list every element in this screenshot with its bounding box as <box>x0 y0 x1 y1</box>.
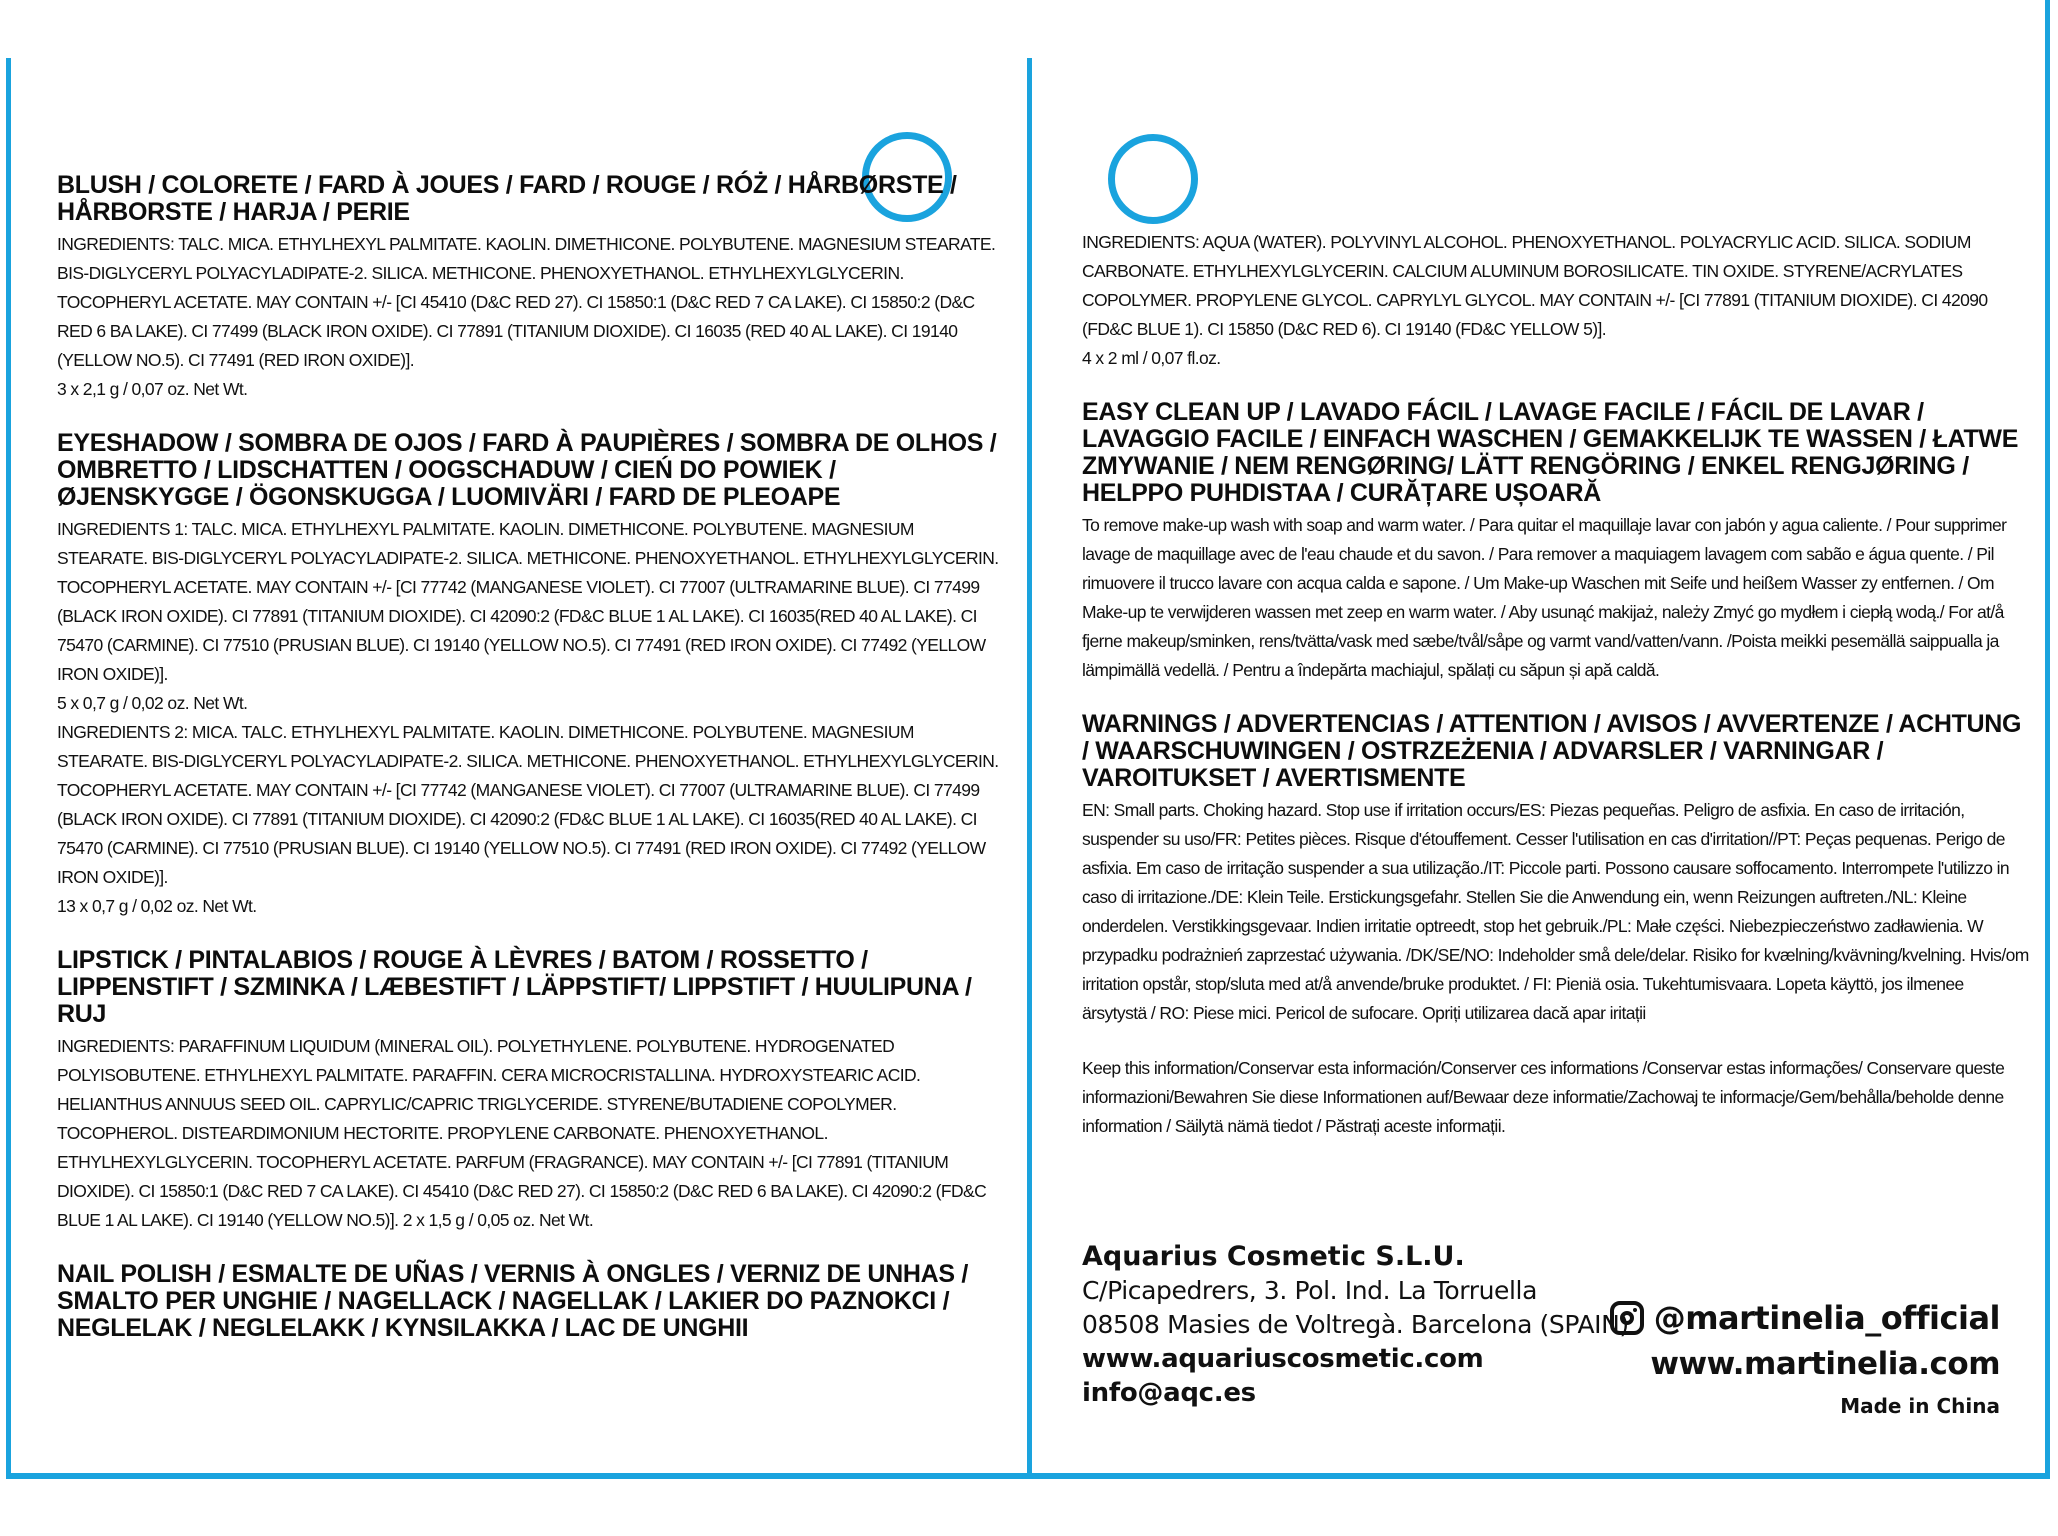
right-border <box>2045 0 2050 1478</box>
warnings-text: EN: Small parts. Choking hazard. Stop use if irritation occurs/ES: Piezas pequeñas. Peligro de asfixia. En caso de irritación, suspender su uso/FR: Petites pièces. Risque d'étouffement. Cesser l'utilisation en cas d'irritation//PT: Peças pequenas. Perigo de asfixia. Em caso de irritação suspender a sua utilização./IT: Piccole parti. Possono causare soffocamento. Interrompete l'utilizzo in caso di irritazione./DE: Klein Teile. Erstickungsgefahr. Stellen Sie die Anwendung ein, wenn Reizungen auftreten./NL: Kleine onderdelen. Verstikkingsgevaar. Indien irritatie optreedt, stop het gebruik./PL: Małe części. Niebezpieczeństwo zadławienia. W przypadku podrażnień zaprzestać używania. /DK/SE/NO: Indeholder små dele/delar. Risiko for kvælning/kvävning/kvelning. Hvis/om irritation opstår, stop/sluta med at/å anvende/bruke produktet. / FI: Pieniä osia. Tukehtumisvaara. Lopeta käyttö, jos ilmenee ärsytystä / RO: Piese mici. Pericol de sufocare. Opriți utilizarea dacă apar iritații <box>1082 800 2029 1023</box>
company-address-1: C/Picapedrers, 3. Pol. Ind. La Torruella <box>1082 1276 1538 1305</box>
blush-section <box>57 172 1007 404</box>
center-divider <box>1027 58 1032 1478</box>
instagram-icon <box>1610 1301 1644 1335</box>
company-email-link[interactable]: info@aqc.es <box>1082 1378 1256 1408</box>
eyeshadow-title: EYESHADOW / SOMBRA DE OJOS / FARD À PAUPIÈRES / SOMBRA DE OLHOS / OMBRETTO / LIDSCHATTEN / OOGSCHADUW / CIEŃ DO POWIEK / ØJENSKYGGE / ÖGONSKUGGA / LUOMIVÄRI / FARD DE PLEOAPE <box>57 429 997 511</box>
lipstick-section <box>57 947 1007 1235</box>
eyeshadow-net-weight-2: 13 x 0,7 g / 0,02 oz. Net Wt. <box>57 896 257 916</box>
brand-block <box>1610 1296 2000 1424</box>
right-panel <box>1082 228 2032 1167</box>
instagram-handle[interactable]: @martinelia_official <box>1653 1299 2000 1337</box>
company-name: Aquarius Cosmetic S.L.U. <box>1082 1241 1465 1272</box>
company-block <box>1082 1240 1642 1410</box>
blush-net-weight: 3 x 2,1 g / 0,07 oz. Net Wt. <box>57 379 248 399</box>
nailpolish-title: NAIL POLISH / ESMALTE DE UÑAS / VERNIS À ONGLES / VERNIZ DE UNHAS / SMALTO PER UNGHIE / NAGELLACK / NAGELLAK / LAKIER DO PAZNOKCI / NEGLELAK / NEGLELAKK / KYNSILAKKA / LAC DE UNGHII <box>57 1260 969 1342</box>
easy-clean-section <box>1082 399 2032 685</box>
keep-info-section <box>1082 1054 2032 1141</box>
made-in-label: Made in China <box>1840 1394 2000 1418</box>
eyeshadow-ingredients-2: INGREDIENTS 2: MICA. TALC. ETHYLHEXYL PALMITATE. KAOLIN. DIMETHICONE. POLYBUTENE. MAGNESIUM STEARATE. BIS-DIGLYCERYL POLYACYLADIPATE-2. SILICA. METHICONE. PHENOXYETHANOL. ETHYLHEXYLGLYCERIN. TOCOPHERYL ACETATE. MAY CONTAIN +/- [CI 77742 (MANGANESE VIOLET). CI 77007 (ULTRAMARINE BLUE). CI 77499 (BLACK IRON OXIDE). CI 77891 (TITANIUM DIOXIDE). CI 42090:2 (FD&C BLUE 1 AL LAKE). CI 16035(RED 40 AL LAKE). CI 75470 (CARMINE). CI 77510 (PRUSIAN BLUE). CI 19140 (YELLOW NO.5). CI 77491 (RED IRON OXIDE). CI 77492 (YELLOW IRON OXIDE)]. <box>57 722 999 887</box>
lipstick-title: LIPSTICK / PINTALABIOS / ROUGE À LÈVRES / BATOM / ROSSETTO / LIPPENSTIFT / SZMINKA / LÆBESTIFT / LÄPPSTIFT/ LIPPSTIFT / HUULIPUNA / RUJ <box>57 946 972 1028</box>
lipstick-ingredients: INGREDIENTS: PARAFFINUM LIQUIDUM (MINERAL OIL). POLYETHYLENE. POLYBUTENE. HYDROGENATED POLYISOBUTENE. ETHYLHEXYL PALMITATE. PARAFFIN. CERA MICROCRISTALLINA. HYDROXYSTEARIC ACID. HELIANTHUS ANNUUS SEED OIL. CAPRYLIC/CAPRIC TRIGLYCERIDE. STYRENE/BUTADIENE COPOLYMER. TOCOPHEROL. DISTEARDIMONIUM HECTORITE. PROPYLENE CARBONATE. PHENOXYETHANOL. ETHYLHEXYLGLYCERIN. TOCOPHERYL ACETATE. PARFUM (FRAGRANCE). MAY CONTAIN +/- [CI 77891 (TITANIUM DIOXIDE). CI 15850:1 (D&C RED 7 CA LAKE). CI 45410 (D&C RED 27). CI 15850:2 (D&C RED 6 BA LAKE). CI 42090:2 (FD&C BLUE 1 AL LAKE). CI 19140 (YELLOW NO.5)]. 2 x 1,5 g / 0,05 oz. Net Wt. <box>57 1036 987 1230</box>
warnings-section <box>1082 711 2032 1028</box>
instagram-row <box>1610 1296 2000 1340</box>
nailpolish-net-volume: 4 x 2 ml / 0,07 fl.oz. <box>1082 348 1221 368</box>
company-website-link[interactable]: www.aquariuscosmetic.com <box>1082 1344 1484 1374</box>
bottom-border <box>6 1473 2050 1479</box>
nailpolish-section <box>57 1261 1007 1342</box>
nailpolish-ingredients: INGREDIENTS: AQUA (WATER). POLYVINYL ALCOHOL. PHENOXYETHANOL. POLYACRYLIC ACID. SILICA. SODIUM CARBONATE. ETHYLHEXYLGLYCERIN. CALCIUM ALUMINUM BOROSILICATE. TIN OXIDE. STYRENE/ACRYLATES COPOLYMER. PROPYLENE GLYCOL. CAPRYLYL GLYCOL. MAY CONTAIN +/- [CI 77891 (TITANIUM DIOXIDE). CI 42090 (FD&C BLUE 1). CI 15850 (D&C RED 6). CI 19140 (FD&C YELLOW 5)]. <box>1082 232 1988 339</box>
warnings-title: WARNINGS / ADVERTENCIAS / ATTENTION / AVISOS / AVVERTENZE / ACHTUNG / WAARSCHUWINGEN / OSTRZEŻENIA / ADVARSLER / VARNINGAR / VAROITUKSET / AVERTISMENTE <box>1082 710 2022 792</box>
nailpolish-ingredients-section <box>1082 228 2032 373</box>
easy-clean-title: EASY CLEAN UP / LAVADO FÁCIL / LAVAGE FACILE / FÁCIL DE LAVAR / LAVAGGIO FACILE / EINFACH WASCHEN / GEMAKKELIJK TE WASSEN / ŁATWE ZMYWANIE / NEM RENGØRING/ LÄTT RENGÖRING / ENKEL RENGJØRING / HELPPO PUHDISTAA / CURĂȚARE UȘOARĂ <box>1082 398 2019 507</box>
left-panel <box>57 172 1007 1368</box>
company-address-2: 08508 Masies de Voltregà. Barcelona (SPAIN) <box>1082 1310 1629 1339</box>
eyeshadow-section <box>57 430 1007 921</box>
keep-info-text: Keep this information/Conservar esta información/Conserver ces informations /Conservar estas informações/ Conservare queste informazioni/Bewahren Sie diese Informationen auf/Bewaar deze informatie/Zachowaj te informacje/Gem/behålla/beholde denne information / Säilytä nämä tiedot / Păstrați aceste informații. <box>1082 1058 2005 1136</box>
blush-title: BLUSH / COLORETE / FARD À JOUES / FARD / ROUGE / RÓŻ / HÅRBØRSTE / HÅRBORSTE / HARJA / PERIE <box>57 171 957 226</box>
brand-website-link[interactable]: www.martinelia.com <box>1650 1346 2000 1382</box>
left-border <box>6 58 11 1478</box>
eyeshadow-ingredients-1: INGREDIENTS 1: TALC. MICA. ETHYLHEXYL PALMITATE. KAOLIN. DIMETHICONE. POLYBUTENE. MAGNESIUM STEARATE. BIS-DIGLYCERYL POLYACYLADIPATE-2. SILICA. METHICONE. PHENOXYETHANOL. ETHYLHEXYLGLYCERIN. TOCOPHERYL ACETATE. MAY CONTAIN +/- [CI 77742 (MANGANESE VIOLET). CI 77007 (ULTRAMARINE BLUE). CI 77499 (BLACK IRON OXIDE). CI 77891 (TITANIUM DIOXIDE). CI 42090:2 (FD&C BLUE 1 AL LAKE). CI 16035(RED 40 AL LAKE). CI 75470 (CARMINE). CI 77510 (PRUSIAN BLUE). CI 19140 (YELLOW NO.5). CI 77491 (RED IRON OXIDE). CI 77492 (YELLOW IRON OXIDE)]. <box>57 519 999 684</box>
eyeshadow-net-weight-1: 5 x 0,7 g / 0,02 oz. Net Wt. <box>57 693 248 713</box>
blush-ingredients: INGREDIENTS: TALC. MICA. ETHYLHEXYL PALMITATE. KAOLIN. DIMETHICONE. POLYBUTENE. MAGNESIUM STEARATE. BIS-DIGLYCERYL POLYACYLADIPATE-2. SILICA. METHICONE. PHENOXYETHANOL. ETHYLHEXYLGLYCERIN. TOCOPHERYL ACETATE. MAY CONTAIN +/- [CI 45410 (D&C RED 27). CI 15850:1 (D&C RED 7 CA LAKE). CI 15850:2 (D&C RED 6 BA LAKE). CI 77499 (BLACK IRON OXIDE). CI 77891 (TITANIUM DIOXIDE). CI 16035 (RED 40 AL LAKE). CI 19140 (YELLOW NO.5). CI 77491 (RED IRON OXIDE)]. <box>57 234 996 370</box>
easy-clean-text: To remove make-up wash with soap and warm water. / Para quitar el maquillaje lavar con jabón y agua caliente. / Pour supprimer lavage de maquillage avec de l'eau chaude et du savon. / Para remover a maquiagem lavagem com sabão e água quente. / Pil rimuovere il trucco lavare con acqua calda e sapone. / Um Make-up Waschen mit Seife und heißem Wasser zy entfernen. / Om Make-up te verwijderen wassen met zeep en warm water. / Aby usunąć makijaż, należy Zmyć go mydłem i ciepłą wodą./ For at/å fjerne makeup/sminken, rens/tvätta/vask med sæbe/tvål/såpe og varmt vand/vatten/vann. /Poista meikki pesemällä saippualla ja lämpimällä vedellä. / Pentru a îndepărta machiajul, spălați cu săpun și apă caldă. <box>1082 515 2007 680</box>
circle-mark-right <box>1108 134 1198 224</box>
